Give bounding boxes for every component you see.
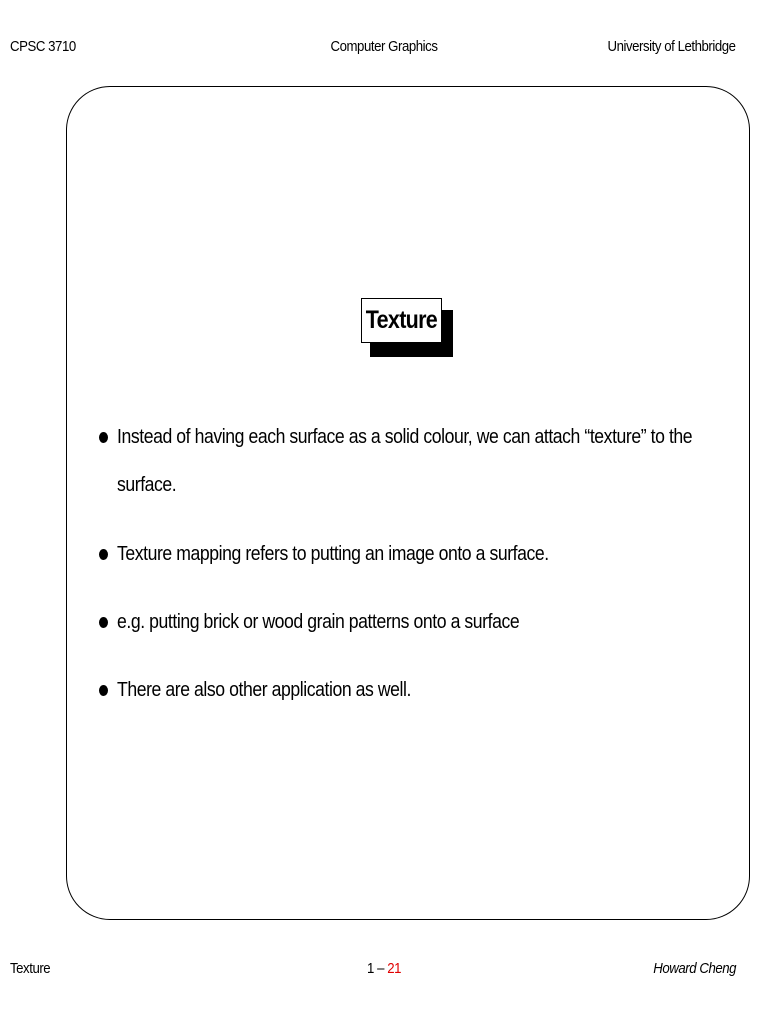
page-separator: – [373, 960, 388, 977]
title-frame [361, 298, 442, 343]
footer-page-number [46, 960, 722, 977]
footer-topic: Texture [10, 960, 51, 977]
bullet-item [96, 666, 716, 714]
bullet-item [96, 530, 716, 578]
bullet-dot [99, 549, 108, 560]
bullet-dot [99, 617, 108, 628]
header-subject: Computer Graphics [330, 38, 438, 55]
bullet-item [96, 598, 716, 646]
bullet-text: Instead of having each surface as a solid colour, we can attach “texture” to the surface. [117, 425, 693, 496]
slide-title-box [361, 298, 442, 343]
header-institution: University of Lethbridge [607, 38, 736, 55]
bullet-text: e.g. putting brick or wood grain patterns onto a surface [117, 610, 520, 633]
bullet-dot [99, 685, 108, 696]
header-course: CPSC 3710 [10, 38, 76, 55]
page-current: 21 [387, 960, 402, 977]
slide-title: Texture [365, 306, 438, 334]
bullet-text: Texture mapping refers to putting an image onto a surface. [117, 542, 549, 565]
bullet-item [96, 413, 716, 509]
section-number: 1 [366, 960, 374, 977]
footer-author: Howard Cheng [653, 960, 736, 977]
bullet-dot [99, 432, 108, 443]
bullet-text: There are also other application as well. [117, 678, 412, 701]
